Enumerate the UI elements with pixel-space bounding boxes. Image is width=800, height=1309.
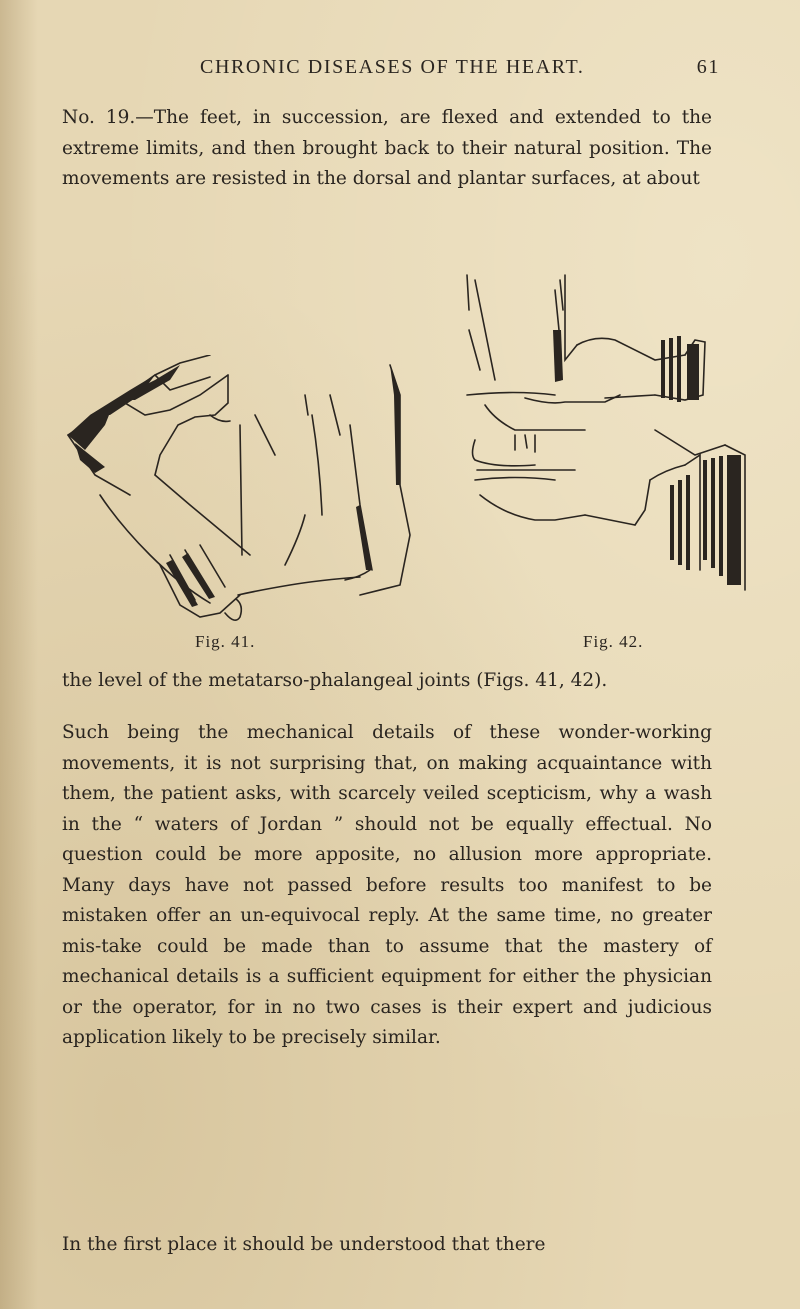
figure-42-illustration [455,270,755,620]
running-title: CHRONIC DISEASES OF THE HEART. [200,56,585,78]
figure-42-caption: Fig. 42. [583,632,644,651]
running-header [200,56,720,86]
paragraph-first-place: In the first place it should be understood that there [62,1234,546,1255]
page-shadow [0,0,38,1309]
page-number: 61 [696,56,720,78]
paragraph-no-19: No. 19.—The feet, in succession, are flexed and extended to the extreme limits, and then brought back to their natural position. The movements are resisted in the dorsal and plantar surfaces, at about [62,107,712,189]
paragraph-figure-reference: the level of the metatarso-phalangeal joints (Figs. 41, 42). [62,670,608,691]
paragraph-mechanical-details: Such being the mechanical details of these wonder-working movements, it is not surprising that, on making acquaintance with them, the patient asks, with scarcely veiled scepticism, why a wash in the “ waters of Jordan ” should not be equally effectual. No question could be more apposite, no allusion more appropriate. Many days have not passed before results too manifest to be mistaken offer an un-equivocal reply. At the same time, no greater mis-take could be made than to assume that the mastery of mechanical details is a sufficient equipment for either the physician or the operator, for in no two cases is their expert and judicious application likely to be precisely similar. [62,722,712,1048]
figure-41-illustration [60,355,430,630]
figure-41-caption: Fig. 41. [195,632,256,651]
